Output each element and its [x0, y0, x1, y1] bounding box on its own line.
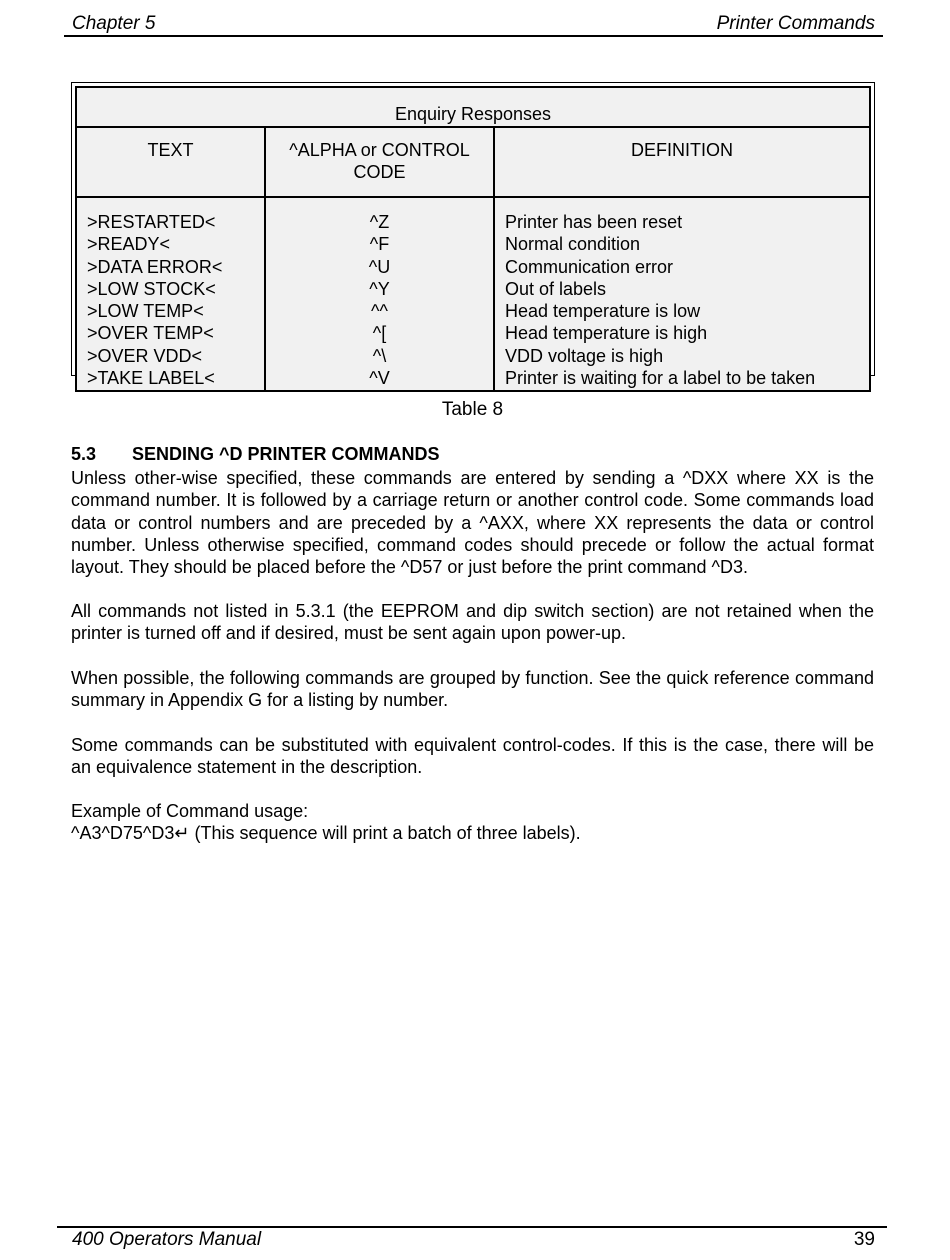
table-caption: Table 8	[441, 399, 504, 420]
table-cell: ^Z	[369, 212, 390, 232]
page-header	[64, 12, 883, 37]
table-cell: ^\	[372, 345, 387, 366]
definition-column-cell	[494, 197, 870, 391]
table-cell: >LOW TEMP<	[87, 301, 204, 322]
section-number: 5.3	[71, 444, 97, 464]
table-cell: Communication error	[505, 256, 674, 277]
column-header-code-label: ^ALPHA or CONTROL CODE	[289, 140, 470, 182]
code-column-cell	[265, 197, 494, 391]
table-cell: >OVER TEMP<	[87, 323, 214, 344]
table-cell: Printer has been reset	[505, 212, 683, 232]
table-cell: Normal condition	[505, 234, 641, 255]
column-header-code	[265, 127, 494, 197]
column-header-text: TEXT	[76, 127, 265, 197]
section-label: Printer Commands	[716, 13, 875, 34]
enquiry-responses-table-frame	[71, 82, 875, 389]
table-cell: Head temperature is high	[505, 323, 708, 344]
page-footer	[57, 1226, 887, 1256]
table-cell: Out of labels	[505, 278, 607, 299]
table-cell: >READY<	[87, 234, 171, 255]
table-cell: ^F	[369, 234, 390, 255]
chapter-label: Chapter 5	[72, 13, 156, 34]
enquiry-responses-table	[75, 86, 871, 392]
table-cell: ^U	[368, 256, 391, 277]
page-number: 39	[853, 1229, 875, 1250]
table-cell: ^[	[372, 323, 387, 344]
example-code: ^A3^D75^D3↵ (This sequence will print a batch of three labels).	[71, 823, 581, 844]
example-block	[71, 800, 874, 845]
section-heading	[71, 444, 440, 465]
table-cell: >DATA ERROR<	[87, 256, 223, 277]
table-cell: Printer is waiting for a label to be taken	[505, 368, 816, 389]
column-header-definition: DEFINITION	[494, 127, 870, 197]
table-title: Enquiry Responses	[76, 87, 870, 127]
body-paragraph: When possible, the following commands are grouped by function. See the quick reference command summary in Appendix G for a listing by number.	[71, 668, 874, 711]
table-cell: >OVER VDD<	[87, 345, 203, 366]
table-cell: >LOW STOCK<	[87, 278, 216, 299]
table-cell: VDD voltage is high	[505, 345, 664, 366]
table-cell: >TAKE LABEL<	[87, 368, 215, 389]
text-column-cell	[76, 197, 265, 391]
manual-title: 400 Operators Manual	[72, 1229, 262, 1250]
body-paragraph: All commands not listed in 5.3.1 (the EEPROM and dip switch section) are not retained when the printer is turned off and if desired, must be sent again upon power-up.	[71, 601, 874, 644]
table-cell: ^Y	[369, 278, 390, 299]
body-paragraph: Some commands can be substituted with equivalent control-codes. If this is the case, there will be an equivalence statement in the description.	[71, 735, 874, 778]
table-cell: ^V	[369, 368, 390, 389]
section-title: SENDING ^D PRINTER COMMANDS	[132, 444, 440, 464]
table-cell: ^^	[371, 301, 388, 322]
example-label: Example of Command usage:	[71, 801, 309, 821]
body-paragraph: Unless other-wise specified, these commands are entered by sending a ^DXX where XX is the command number. It is followed by a carriage return or another control code. Some commands load data or control numbers and are preceded by a ^AXX, where XX represents the data or control number. Unless otherwise specified, command codes should precede or follow the actual format layout. They should be placed before the ^D57 or just before the print command ^D3.	[71, 468, 874, 578]
table-cell: >RESTARTED<	[87, 212, 216, 232]
table-cell: Head temperature is low	[505, 301, 701, 322]
